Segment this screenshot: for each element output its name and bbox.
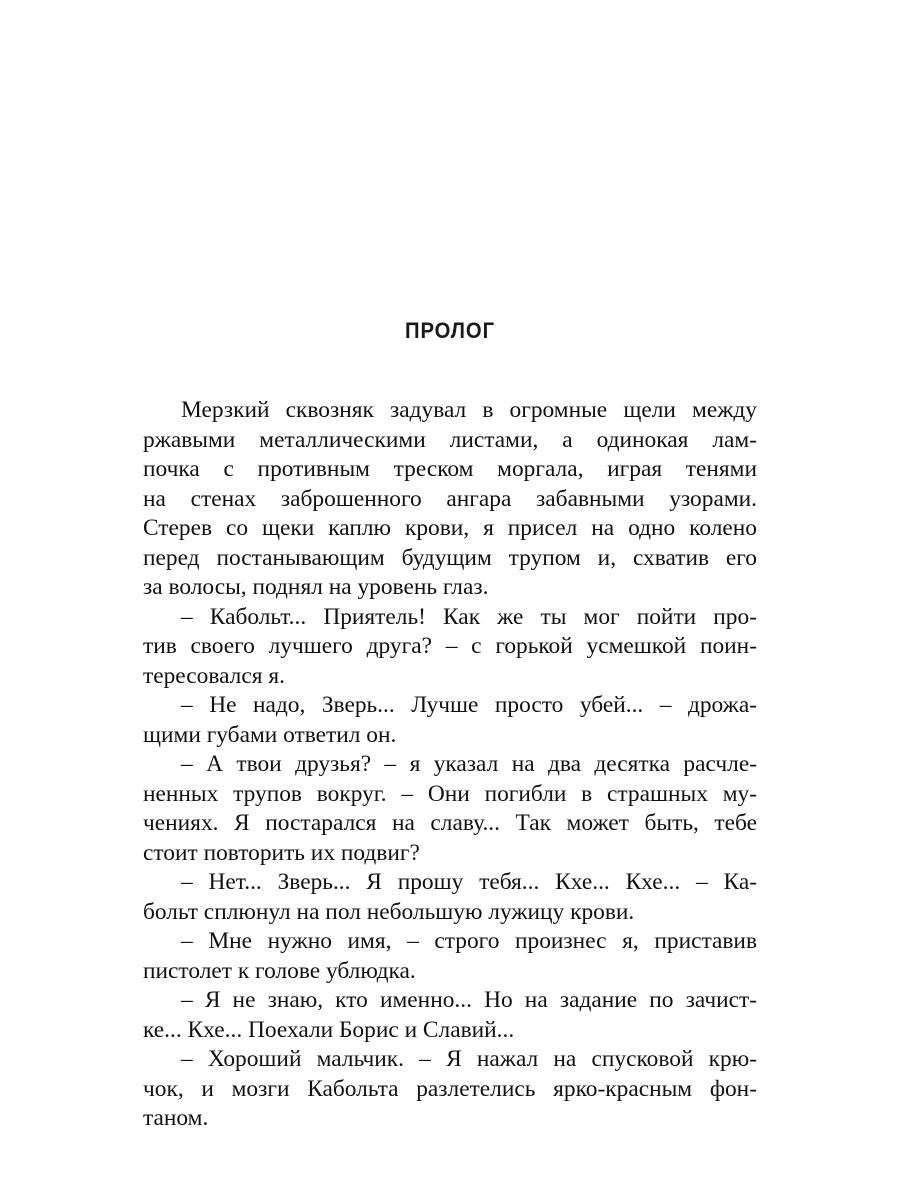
text-line: – Не надо, Зверь... Лучше просто убей... – дрожа- (181, 692, 757, 718)
text-line: – Хороший мальчик. – Я нажал на спусковой крю- (181, 1046, 757, 1072)
text-line: – А твои друзья? – я указал на два десятка расчле- (181, 751, 757, 777)
text-line: чениях. Я постарался на славу... Так может быть, тебе (143, 810, 757, 836)
text-line: щими губами ответил он. (143, 721, 397, 748)
text-line: больт сплюнул на пол небольшую лужицу крови. (143, 898, 635, 925)
text-line: пистолет к голове ублюдка. (143, 957, 416, 984)
text-line: – Я не знаю, кто именно... Но на задание по зачист- (181, 987, 757, 1013)
text-line: тересовался я. (143, 662, 285, 689)
text-line: таном. (143, 1105, 209, 1131)
text-line: – Кабольт... Приятель! Как же ты мог пойти про- (181, 603, 757, 630)
chapter-title: ПРОЛОГ (405, 318, 495, 343)
text-line: на стенах заброшенного ангара забавными узорами. (143, 485, 757, 512)
text-line: Стерев со щеки каплю крови, я присел на одно колено (143, 515, 757, 541)
text-line: Мерзкий сквозняк задувал в огромные щели между (181, 397, 757, 423)
text-line: – Мне нужно имя, – строго произнес я, приставив (181, 928, 757, 954)
text-line: стоит повторить их подвиг? (143, 839, 420, 866)
text-line: тив своего лучшего друга? – с горькой усмешкой поин- (143, 633, 757, 659)
text-line: почка с противным треском моргала, играя тенями (143, 456, 757, 482)
text-line: перед постанывающим будущим трупом и, схватив его (143, 544, 757, 571)
text-line: ке... Кхе... Поехали Борис и Славий... (143, 1016, 515, 1043)
text-line: ненных трупов вокруг. – Они погибли в страшных му- (143, 780, 757, 807)
text-line: чок, и мозги Кабольта разлетелись ярко-красным фон- (143, 1075, 757, 1102)
text-line: ржавыми металлическими листами, а одинокая лам- (143, 426, 757, 453)
text-line: за волосы, поднял на уровень глаз. (143, 574, 489, 600)
prologue-text (143, 396, 757, 1134)
text-line: – Нет... Зверь... Я прошу тебя... Кхе... Кхе... – Ка- (181, 869, 757, 895)
